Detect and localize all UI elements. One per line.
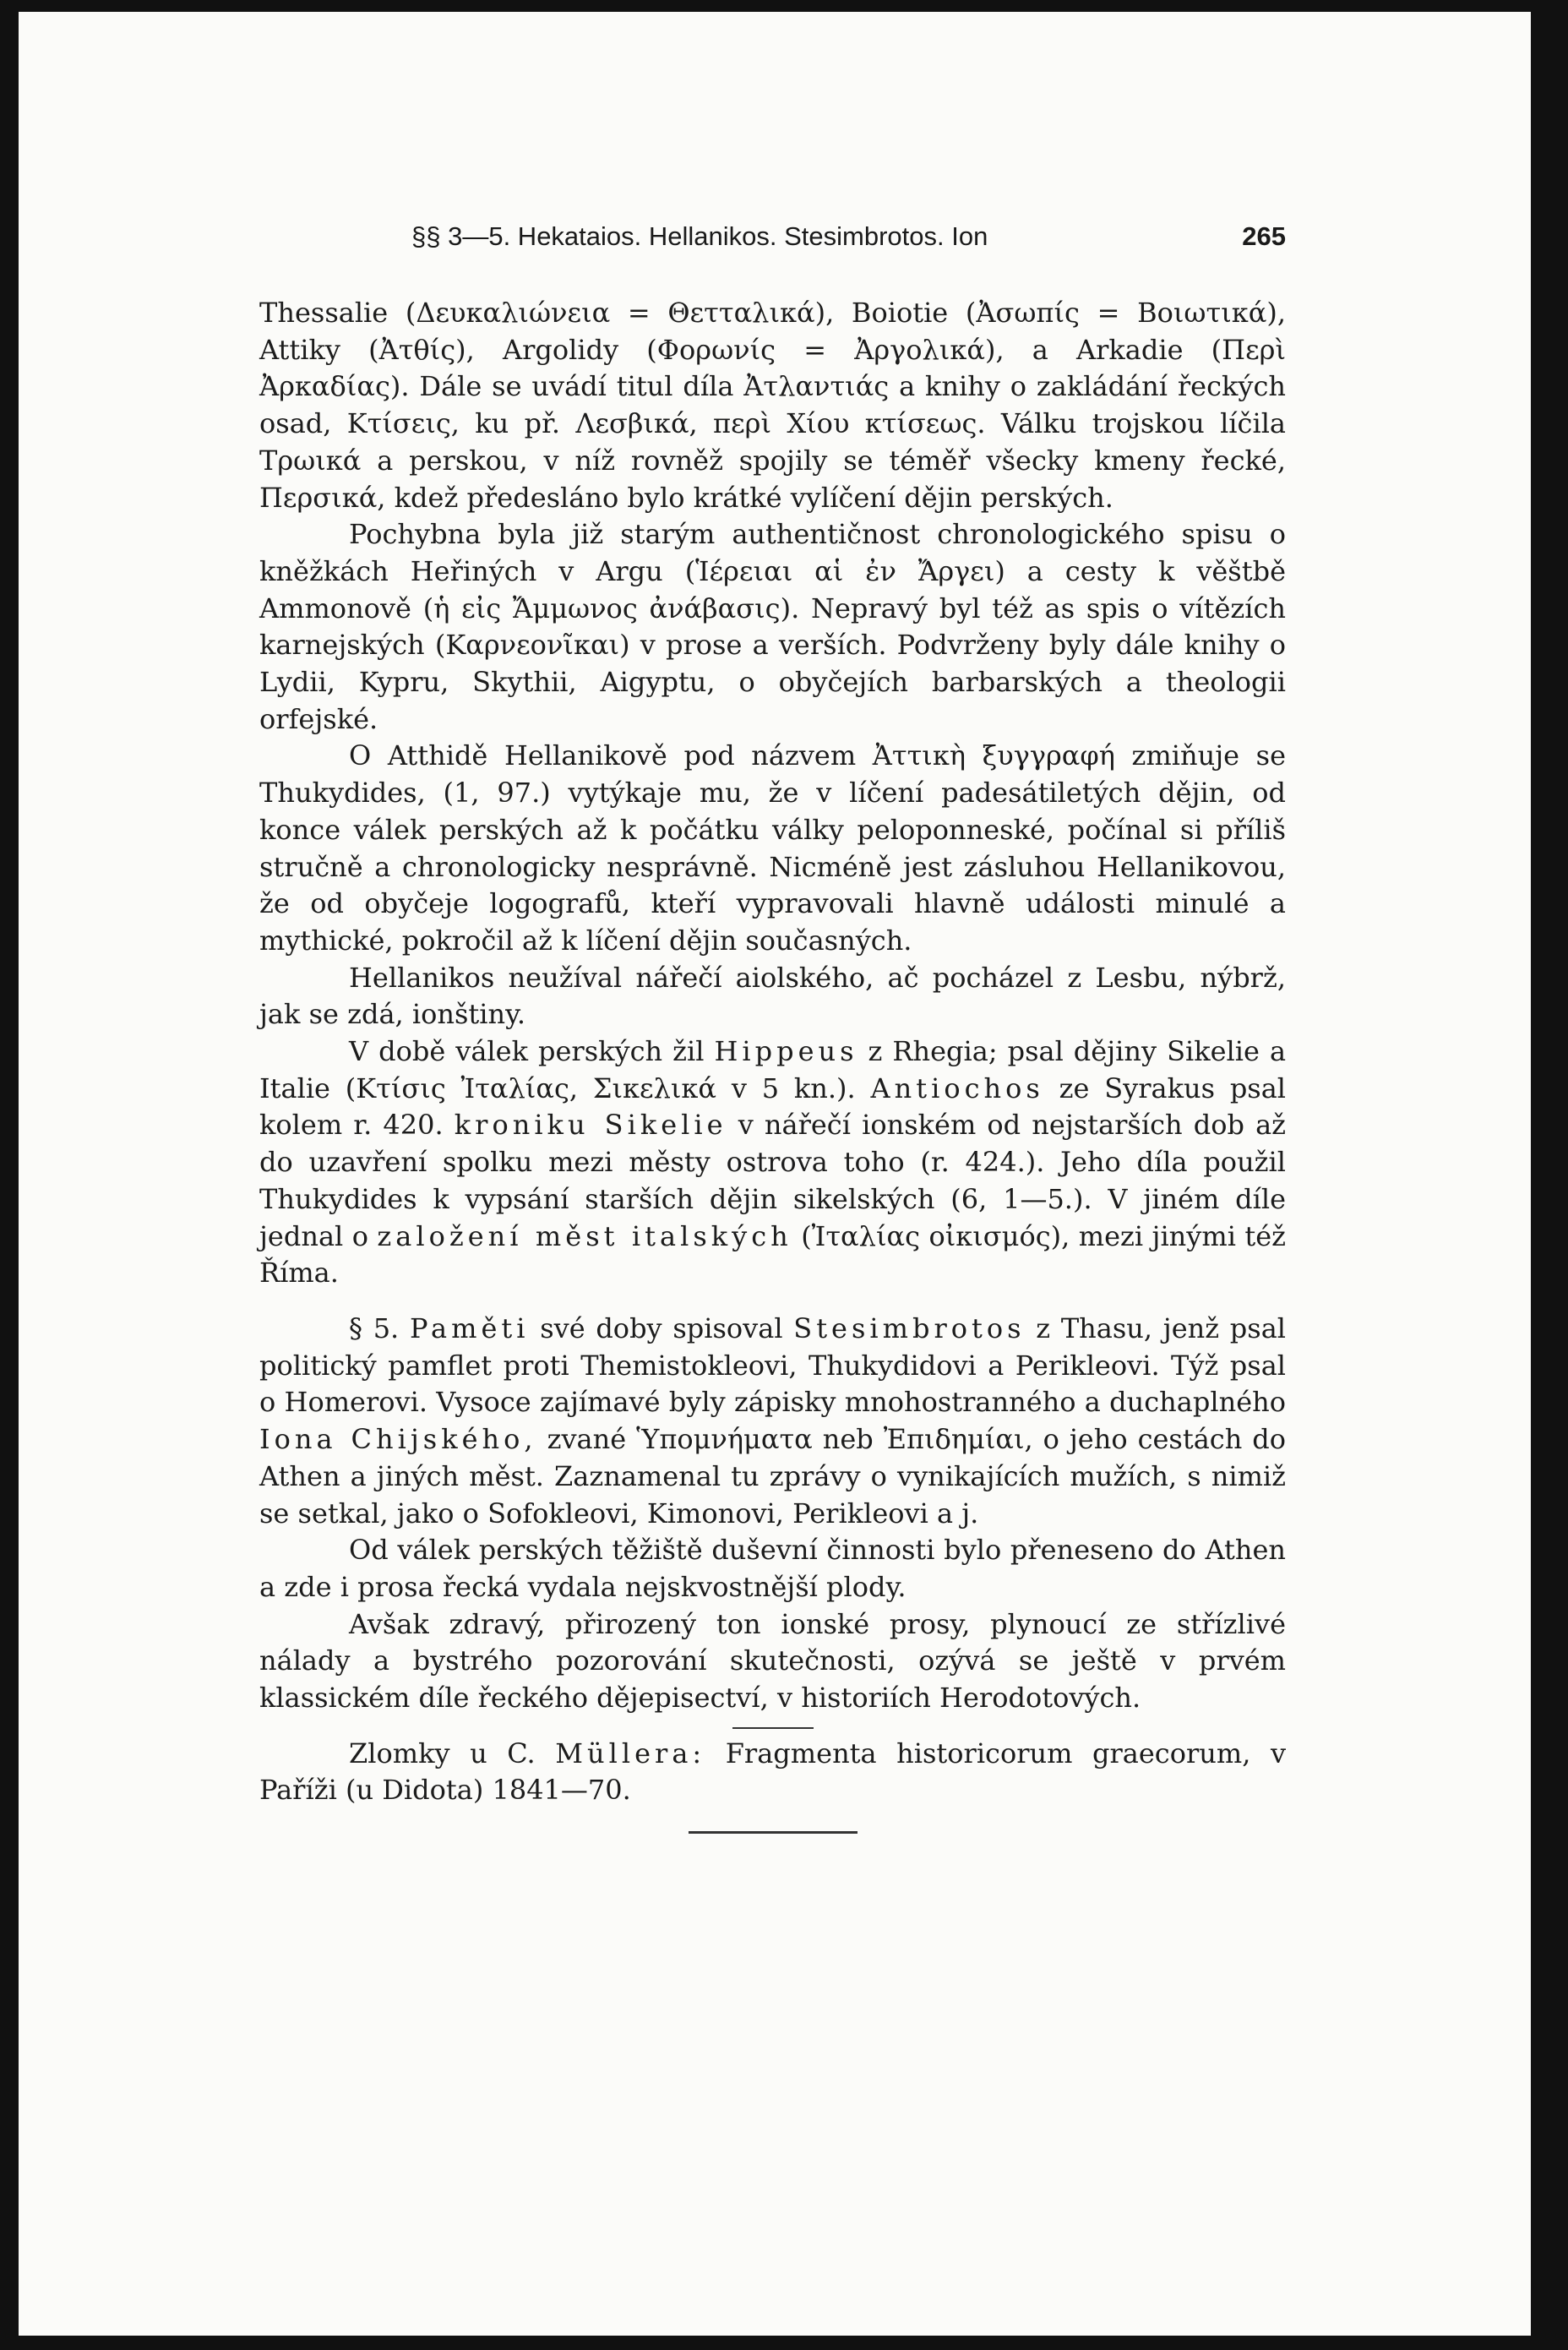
- page-number: 265: [1242, 221, 1286, 251]
- spaced-name-ion: Iona Chijského,: [259, 1423, 537, 1456]
- paragraph-4: Hellanikos neužíval nářečí aiolského, ač pocházel z Lesbu, nýbrž, jak se zdá, ionštiny.: [259, 961, 1286, 1031]
- spaced-name-muller: Müllera:: [555, 1737, 706, 1769]
- section-number: § 5.: [349, 1311, 400, 1344]
- spaced-name-stesimbrotos: Stesimbrotos: [793, 1311, 1026, 1344]
- section-5-paragraph: § 5. Paměti své doby spisoval Stesimbrotos z Thasu, jenž psal politický pamflet proti Themistokleovi, Thukydidovi a Perikleovi. Týž psal o Homerovi. Vysoce zajímavé byly zápisky mnohostranného a duchaplného Iona Chijského, zvané Ὑπομνήματα neb Ἐπιδημίαι, o jeho cestách do Athen a jiných měst. Zaznamenal tu zprávy o vynikajících mužích, s nimiž se setkal, jako o Sofokleovi, Kimonovi, Perikleovi a j.: [259, 1311, 1287, 1529]
- end-rule: [689, 1831, 858, 1834]
- spaced-text-zalozeni: založení měst italských: [377, 1219, 792, 1252]
- spaced-name-hippeus: Hippeus: [714, 1035, 858, 1068]
- paragraph-8: Avšak zdravý, přirozený ton ionské prosy, plynoucí ze střízlivé nálady a bystrého pozorování skutečnosti, ozývá se ještě v prvém klassickém díle řeckého dějepisectví, v historiích Herodotových.: [259, 1607, 1286, 1715]
- spaced-text-kronika: kroniku Sikelie: [454, 1109, 727, 1142]
- footnote: Zlomky u C. Müllera: Fragmenta historicorum graecorum, v Paříži (u Didota) 1841—70.: [259, 1737, 1287, 1807]
- book-page: [19, 12, 1531, 2336]
- paragraph-2: Pochybna byla již starým authentičnost chronologického spisu o kněžkách Heřiných v Argu (Ἱέρειαι αἱ ἐν Ἄργει) a cesty k věštbě Ammonově (ἡ εἰς Ἄμμωνος ἀνάβασις). Nepravý byl též as spis o vítězích karnejských (Καρνεονῖκαι) v prose a verších. Podvrženy byly dále knihy o Lydii, Kypru, Skythii, Aigyptu, o obyčejích barbarských a theologii orfejské.: [259, 518, 1286, 735]
- paragraph-3: O Atthidě Hellanikově pod názvem Ἀττικὴ ξυγγραφή zmiňuje se Thukydides, (1, 97.) vytýkaje mu, že v líčení padesátiletých dějin, od konce válek perských až k počátku války peloponneské, počínal si příliš stručně a chronologicky nesprávně. Nicméně jest zásluhou Hellanikovou, že od obyčeje logografů, kteří vypravovali hlavně události minulé a mythické, pokročil až k líčení dějin současných.: [259, 739, 1286, 957]
- spaced-name-antiochos: Antiochos: [870, 1071, 1044, 1104]
- paragraph-1: Thessalie (Δευκαλιώνεια = Θετταλικά), Boiotie (Ἀσωπίς = Βοιωτικά), Attiky (Ἀτθίς), Argolidy (Φορωνίς = Ἀργολικά), a Arkadie (Περὶ Ἀρκαδίας). Dále se uvádí titul díla Ἀτλαντιάς a knihy o zakládání řeckých osad, Κτίσεις, ku př. Λεσβικά, περὶ Χίου κτίσεως. Válku trojskou líčila Τρωικά a perskou, v níž rovněž spojily se téměř všecky kmeny řecké, Περσικά, kdež předesláno bylo krátké vylíčení dějin perských.: [259, 297, 1286, 514]
- spaced-text-pameti: Paměti: [409, 1311, 530, 1344]
- running-head-title: §§ 3—5. Hekataios. Hellanikos. Stesimbrotos. Ion: [411, 221, 988, 251]
- body-text: [259, 295, 1286, 1834]
- separator-rule: [732, 1727, 814, 1729]
- paragraph-7: Od válek perských těžiště duševní činnosti bylo přeneseno do Athen a zde i prosa řecká vydala nejskvostnější plody.: [259, 1534, 1286, 1603]
- paragraph-5: V době válek perských žil Hippeus z Rhegia; psal dějiny Sikelie a Italie (Κτίσις Ἰταλίας, Σικελικά v 5 kn.). Antiochos ze Syrakus psal kolem r. 420. kroniku Sikelie v nářečí ionském od nejstarších dob až do uzavření spolku mezi městy ostrova toho (r. 424.). Jeho díla použil Thukydides k vypsání starších dějin sikelských (6, 1—5.). V jiném díle jednal o založení měst italských (Ἰταλίας οἰκισμός), mezi jinými též Říma.: [259, 1035, 1287, 1290]
